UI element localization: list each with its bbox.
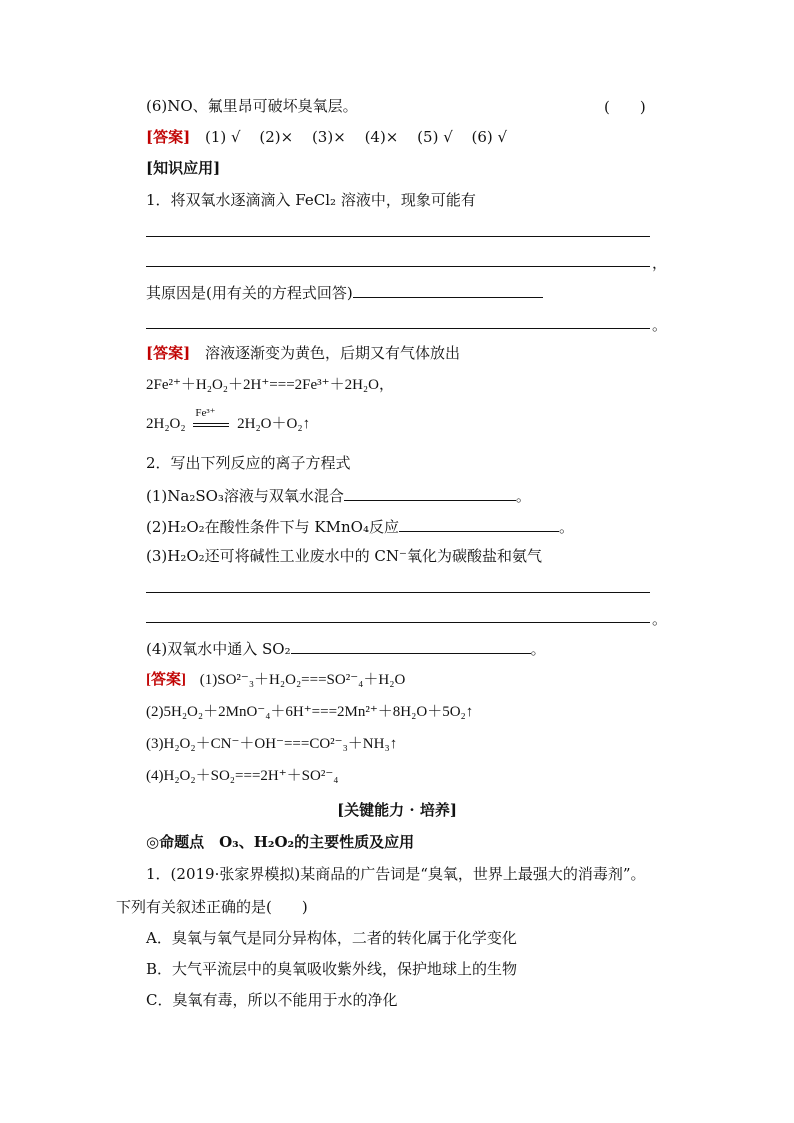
problem-stem: 1．(2019·张家界模拟)某商品的广告词是“臭氧，世界上最强大的消毒剂”。 bbox=[146, 865, 646, 883]
app-question-1: 1．将双氧水逐滴滴入 FeCl₂ 溶液中，现象可能有 bbox=[146, 191, 476, 209]
answer-label: [答案] bbox=[146, 344, 191, 362]
sub-question-2 bbox=[146, 516, 574, 537]
answer-item: (3)× bbox=[311, 128, 346, 146]
answer-item: (6) √ bbox=[471, 128, 508, 146]
eq2-left: 2H₂O₂ bbox=[146, 416, 186, 432]
eq2-right: 2H₂O＋O₂↑ bbox=[237, 416, 311, 432]
answer-blank-line bbox=[146, 622, 650, 623]
answer-bracket: ( ) bbox=[604, 98, 646, 116]
answer-label: [答案] bbox=[146, 128, 191, 146]
option-a: A．臭氧与氧气是同分异构体，二者的转化属于化学变化 bbox=[146, 929, 517, 947]
equation-1: 2Fe²⁺＋H₂O₂＋2H⁺===2Fe³⁺＋2H₂O， bbox=[146, 377, 394, 393]
topic-heading: ◎命题点 O₃、H₂O₂的主要性质及应用 bbox=[146, 833, 415, 851]
knowledge-label: [知识应用] bbox=[146, 159, 221, 177]
answer-equation: (4)H₂O₂＋SO₂===2H⁺＋SO²⁻₄ bbox=[146, 768, 339, 784]
option-b: B．大气平流层中的臭氧吸收紫外线，保护地球上的生物 bbox=[146, 960, 518, 978]
answer-text: 溶液逐渐变为黄色，后期又有气体放出 bbox=[204, 344, 460, 362]
sub-question-4 bbox=[146, 638, 546, 659]
problem-stem: 下列有关叙述正确的是( ) bbox=[116, 898, 308, 916]
answer-item: (1) √ bbox=[204, 128, 241, 146]
answer-item: (5) √ bbox=[417, 128, 453, 146]
answer-equation: (2)5H₂O₂＋2MnO⁻₄＋6H⁺===2Mn²⁺＋8H₂O＋5O₂↑ bbox=[146, 704, 474, 720]
answer-row-3 bbox=[146, 670, 405, 690]
answer-row-1 bbox=[146, 127, 507, 147]
reason-prompt bbox=[146, 282, 543, 303]
reason-blank bbox=[353, 282, 543, 298]
question-6-text: (6)NO、氟里昂可破坏臭氧层。 bbox=[146, 97, 358, 115]
catalyst-arrow bbox=[193, 406, 229, 435]
period: 。 bbox=[515, 487, 531, 505]
option-c: C．臭氧有毒，所以不能用于水的净化 bbox=[146, 991, 398, 1009]
answer-blank bbox=[291, 638, 531, 654]
answer-equation: (1)SO²⁻₃＋H₂O₂===SO²⁻₄＋H₂O bbox=[199, 672, 406, 688]
equation-2 bbox=[146, 406, 311, 435]
period: 。 bbox=[652, 610, 668, 628]
answer-label: [答案] bbox=[146, 672, 186, 688]
sub-question-text: (1)Na₂SO₃溶液与双氧水混合 bbox=[146, 487, 344, 505]
sub-question-1 bbox=[146, 485, 531, 506]
answer-row-2 bbox=[146, 343, 460, 363]
comma: ， bbox=[652, 254, 668, 272]
reason-text: 其原因是(用有关的方程式回答) bbox=[146, 284, 353, 302]
period: 。 bbox=[558, 518, 574, 536]
sub-question-text: (2)H₂O₂在酸性条件下与 KMnO₄反应 bbox=[146, 518, 399, 536]
sub-question-3: (3)H₂O₂还可将碱性工业废水中的 CN⁻氧化为碳酸盐和氨气 bbox=[146, 547, 542, 565]
period: 。 bbox=[652, 316, 668, 334]
answer-equation: (3)H₂O₂＋CN⁻＋OH⁻===CO²⁻₃＋NH₃↑ bbox=[146, 736, 398, 752]
period: 。 bbox=[530, 640, 546, 658]
answer-item: (4)× bbox=[364, 128, 399, 146]
answer-blank-line bbox=[146, 236, 650, 237]
answer-blank-line bbox=[146, 592, 650, 593]
section-title: [关键能力 · 培养] bbox=[337, 801, 457, 819]
double-line-icon bbox=[193, 423, 229, 427]
sub-question-text: (4)双氧水中通入 SO₂ bbox=[146, 640, 291, 658]
question-6 bbox=[146, 96, 358, 116]
answer-blank bbox=[344, 485, 516, 501]
app-question-2: 2．写出下列反应的离子方程式 bbox=[146, 454, 351, 472]
answer-blank-line bbox=[146, 328, 650, 329]
answer-blank bbox=[399, 516, 559, 532]
catalyst-label: Fe³⁺ bbox=[195, 406, 216, 419]
answer-blank-line bbox=[146, 266, 650, 267]
answer-item: (2)× bbox=[259, 128, 294, 146]
